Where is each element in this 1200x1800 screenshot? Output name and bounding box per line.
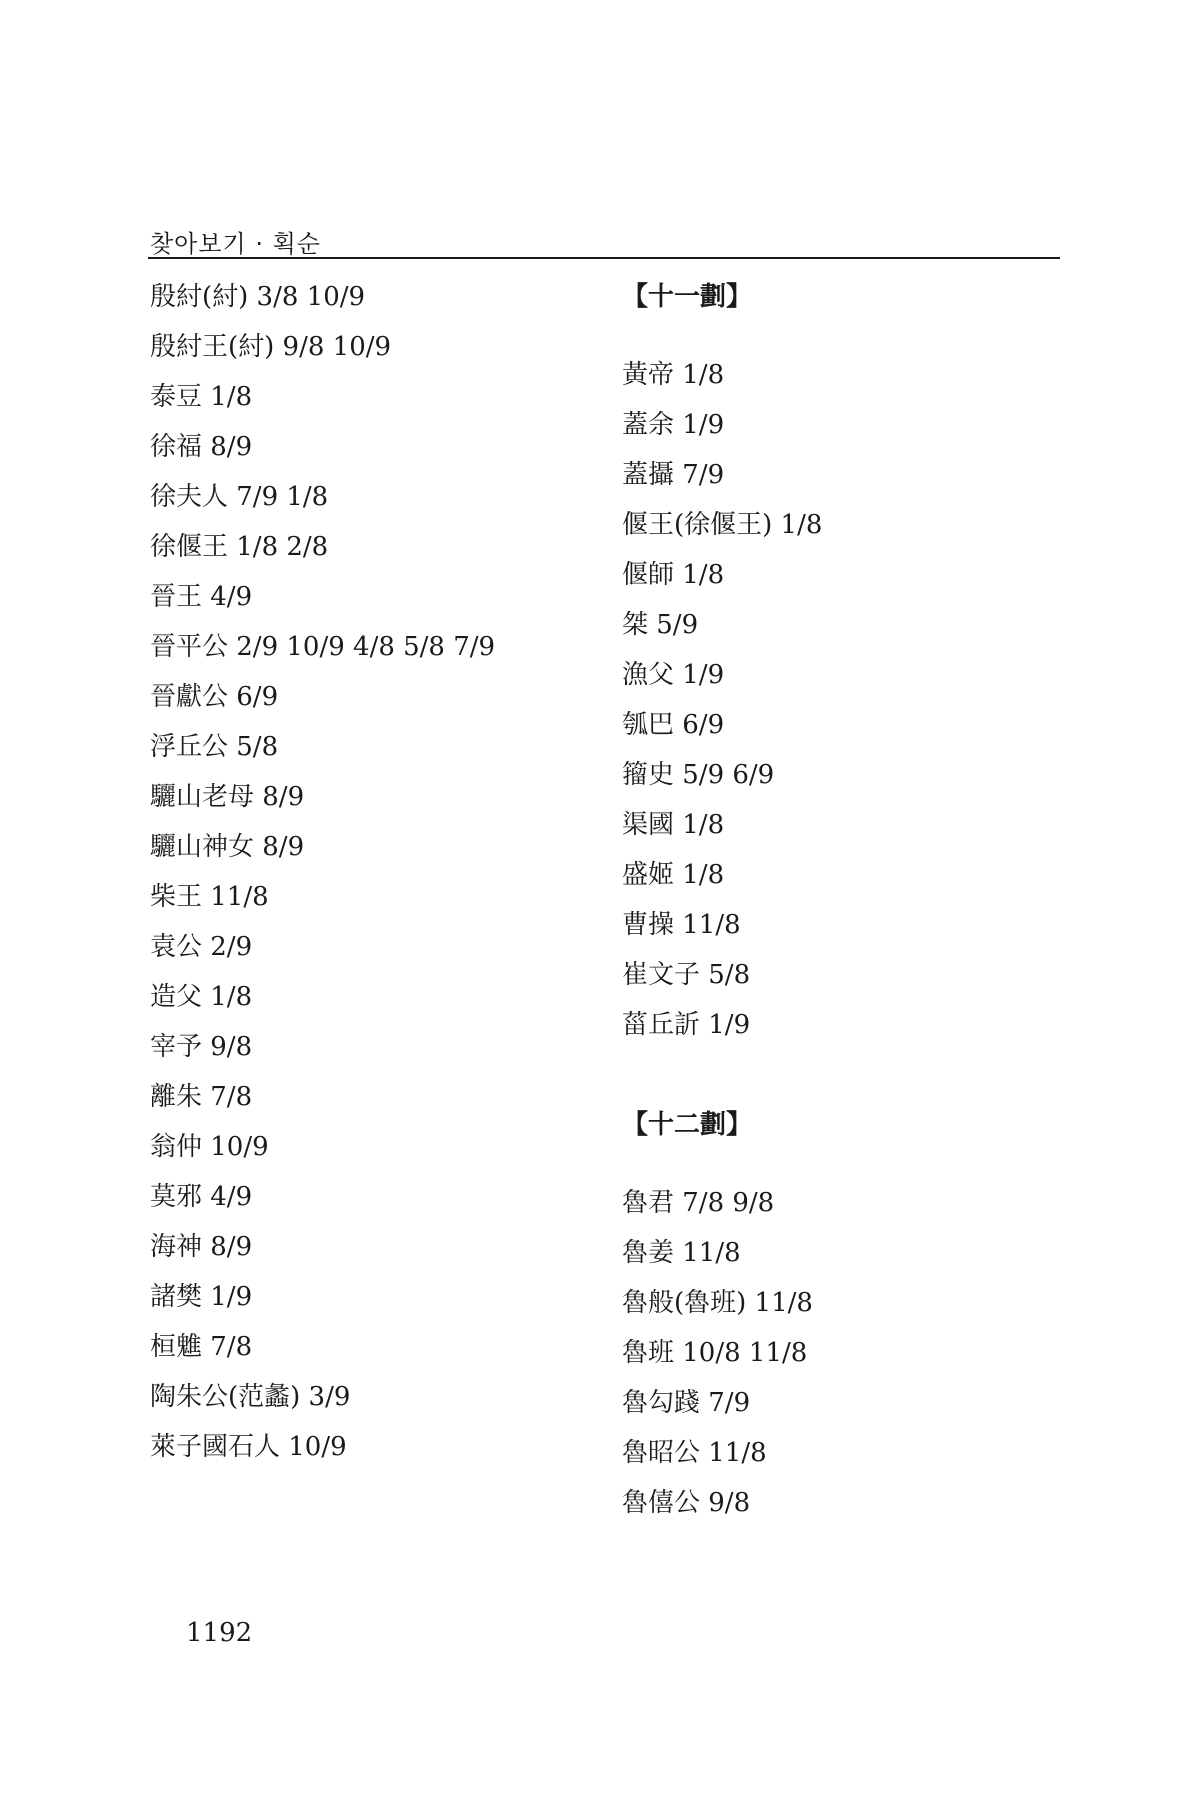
index-entry: 徐偃王 1/8 2/8 [150, 532, 329, 562]
index-entry: 魯班 10/8 11/8 [622, 1338, 808, 1368]
index-entry: 諸樊 1/9 [150, 1282, 253, 1312]
index-entry: 陶朱公(范蠡) 3/9 [150, 1382, 351, 1412]
index-entry: 曹操 11/8 [622, 910, 741, 940]
index-entry: 驪山神女 8/9 [150, 832, 305, 862]
index-entry: 翁仲 10/9 [150, 1132, 269, 1162]
index-entry: 殷紂王(紂) 9/8 10/9 [150, 332, 392, 362]
index-entry: 造父 1/8 [150, 982, 253, 1012]
right-column [622, 272, 1062, 1528]
index-entry: 桓魋 7/8 [150, 1332, 253, 1362]
index-entry: 渠國 1/8 [622, 810, 725, 840]
index-entry: 偃王(徐偃王) 1/8 [622, 510, 823, 540]
index-entry: 驪山老母 8/9 [150, 782, 305, 812]
left-column [150, 272, 590, 1472]
section-heading-twelve-strokes: 【十二劃】 [622, 1110, 753, 1140]
index-entry: 蓋余 1/9 [622, 410, 725, 440]
page-number: 1192 [186, 1618, 253, 1648]
index-entry: 桀 5/9 [622, 610, 699, 640]
index-entry: 偃師 1/8 [622, 560, 725, 590]
section-spacer [622, 1050, 1062, 1100]
index-entry: 魯昭公 11/8 [622, 1438, 767, 1468]
section-heading-eleven-strokes: 【十一劃】 [622, 282, 753, 312]
index-entry: 徐夫人 7/9 1/8 [150, 482, 329, 512]
index-entry: 魯姜 11/8 [622, 1238, 741, 1268]
section-spacer [622, 322, 1062, 350]
index-entry: 漁父 1/9 [622, 660, 725, 690]
index-entry: 籀史 5/9 6/9 [622, 760, 775, 790]
index-entry: 菑丘訢 1/9 [622, 1010, 751, 1040]
index-entry: 魯般(魯班) 11/8 [622, 1288, 813, 1318]
index-entry: 魯君 7/8 9/8 [622, 1188, 775, 1218]
index-entry: 離朱 7/8 [150, 1082, 253, 1112]
index-entry: 魯勾踐 7/9 [622, 1388, 751, 1418]
index-entry: 海神 8/9 [150, 1232, 253, 1262]
index-entry: 莫邪 4/9 [150, 1182, 253, 1212]
index-entry: 袁公 2/9 [150, 932, 253, 962]
index-entry: 晉獻公 6/9 [150, 682, 279, 712]
index-entry: 泰豆 1/8 [150, 382, 253, 412]
index-entry: 魯僖公 9/8 [622, 1488, 751, 1518]
header-rule [148, 257, 1060, 259]
index-entry: 崔文子 5/8 [622, 960, 751, 990]
index-entry: 晉平公 2/9 10/9 4/8 5/8 7/9 [150, 632, 496, 662]
index-entry: 殷紂(紂) 3/8 10/9 [150, 282, 366, 312]
index-entry: 萊子國石人 10/9 [150, 1432, 347, 1462]
index-entry: 盛姬 1/8 [622, 860, 725, 890]
index-entry: 瓠巴 6/9 [622, 710, 725, 740]
index-entry: 柴王 11/8 [150, 882, 269, 912]
index-entry: 蓋攝 7/9 [622, 460, 725, 490]
running-head: 찾아보기 · 획순 [150, 230, 321, 258]
index-entry: 徐福 8/9 [150, 432, 253, 462]
index-entry: 宰予 9/8 [150, 1032, 253, 1062]
section-spacer [622, 1150, 1062, 1178]
index-entry: 黃帝 1/8 [622, 360, 725, 390]
index-entry: 晉王 4/9 [150, 582, 253, 612]
index-entry: 浮丘公 5/8 [150, 732, 279, 762]
